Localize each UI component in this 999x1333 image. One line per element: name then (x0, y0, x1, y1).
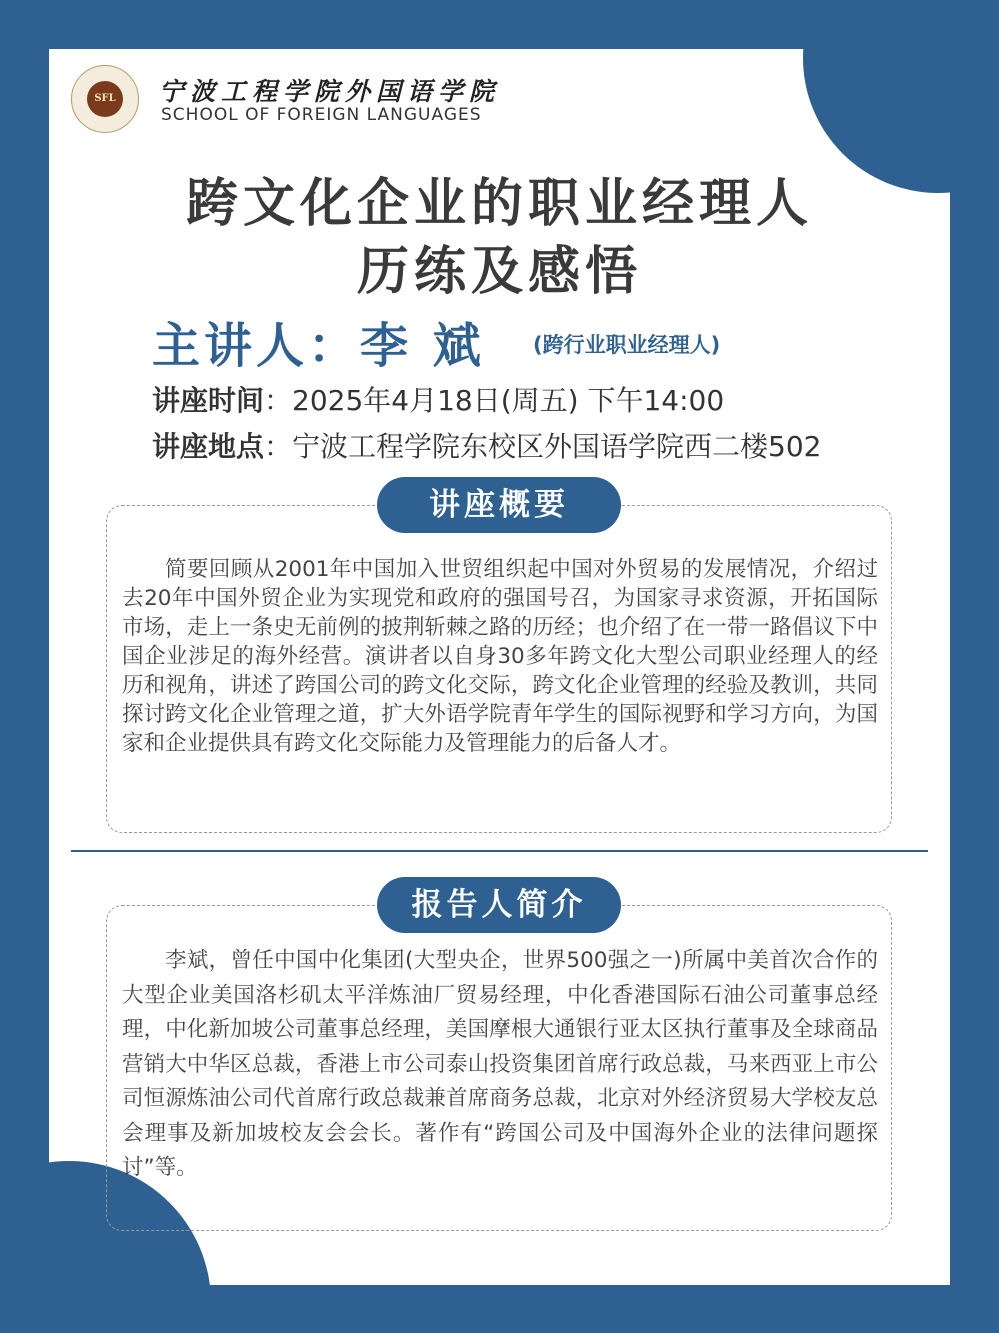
lecture-place-value: ：宁波工程学院东校区外国语学院西二楼502 (264, 430, 822, 463)
school-name-en: SCHOOL OF FOREIGN LANGUAGES (161, 105, 482, 125)
section-divider (71, 850, 928, 852)
lecture-time-value: ：2025年4月18日(周五) 下午14:00 (264, 384, 725, 417)
lecture-place-label: 讲座地点 (152, 430, 265, 463)
overview-heading: 讲座概要 (377, 477, 621, 533)
lecture-title-line1: 跨文化企业的职业经理人 (185, 174, 813, 234)
overview-text: 简要回顾从2001年中国加入世贸组织起中国对外贸易的发展情况，介绍过去20年中国外贸企业为实现党和政府的强国号召，为国家寻求资源，开拓国际市场，走上一条史无前例的披荆斩棘之路的历经；也介绍了在一带一路倡议下中国企业涉足的海外经营。演讲者以自身30多年跨文化大型公司职业经理人的经历和视角，讲述了跨国公司的跨文化交际，跨文化企业管理的经验及教训，共同探讨跨文化企业管理之道，扩大外语学院青年学生的国际视野和学习方向，为国家和企业提供具有跨文化交际能力及管理能力的后备人才。 (122, 557, 878, 756)
lecture-title-line2: 历练及感悟 (356, 242, 642, 302)
school-logo-mark: SFL (87, 81, 123, 117)
lecture-time (152, 379, 724, 419)
bio-heading: 报告人简介 (377, 877, 621, 933)
speaker-name: 主讲人：李 斌 (152, 318, 485, 374)
lecture-time-label: 讲座时间 (152, 384, 265, 417)
speaker-title-note: (跨行业职业经理人) (533, 333, 721, 357)
poster-card (49, 49, 950, 1285)
school-logo (71, 65, 139, 133)
bio-text: 李斌，曾任中国中化集团(大型央企，世界500强之一)所属中美首次合作的大型企业美国洛杉矶太平洋炼油厂贸易经理，中化香港国际石油公司董事总经理，中化新加坡公司董事总经理，美国摩根大通银行亚太区执行董事及全球商品营销大中华区总裁，香港上市公司泰山投资集团首席行政总裁，马来西亚上市公司恒源炼油公司代首席行政总裁兼首席商务总裁，北京对外经济贸易大学校友总会理事及新加坡校友会会长。著作有“跨国公司及中国海外企业的法律问题探讨”等。 (122, 948, 878, 1180)
school-name-cn: 宁波工程学院外国语学院 (159, 77, 501, 106)
lecture-place (152, 425, 821, 465)
